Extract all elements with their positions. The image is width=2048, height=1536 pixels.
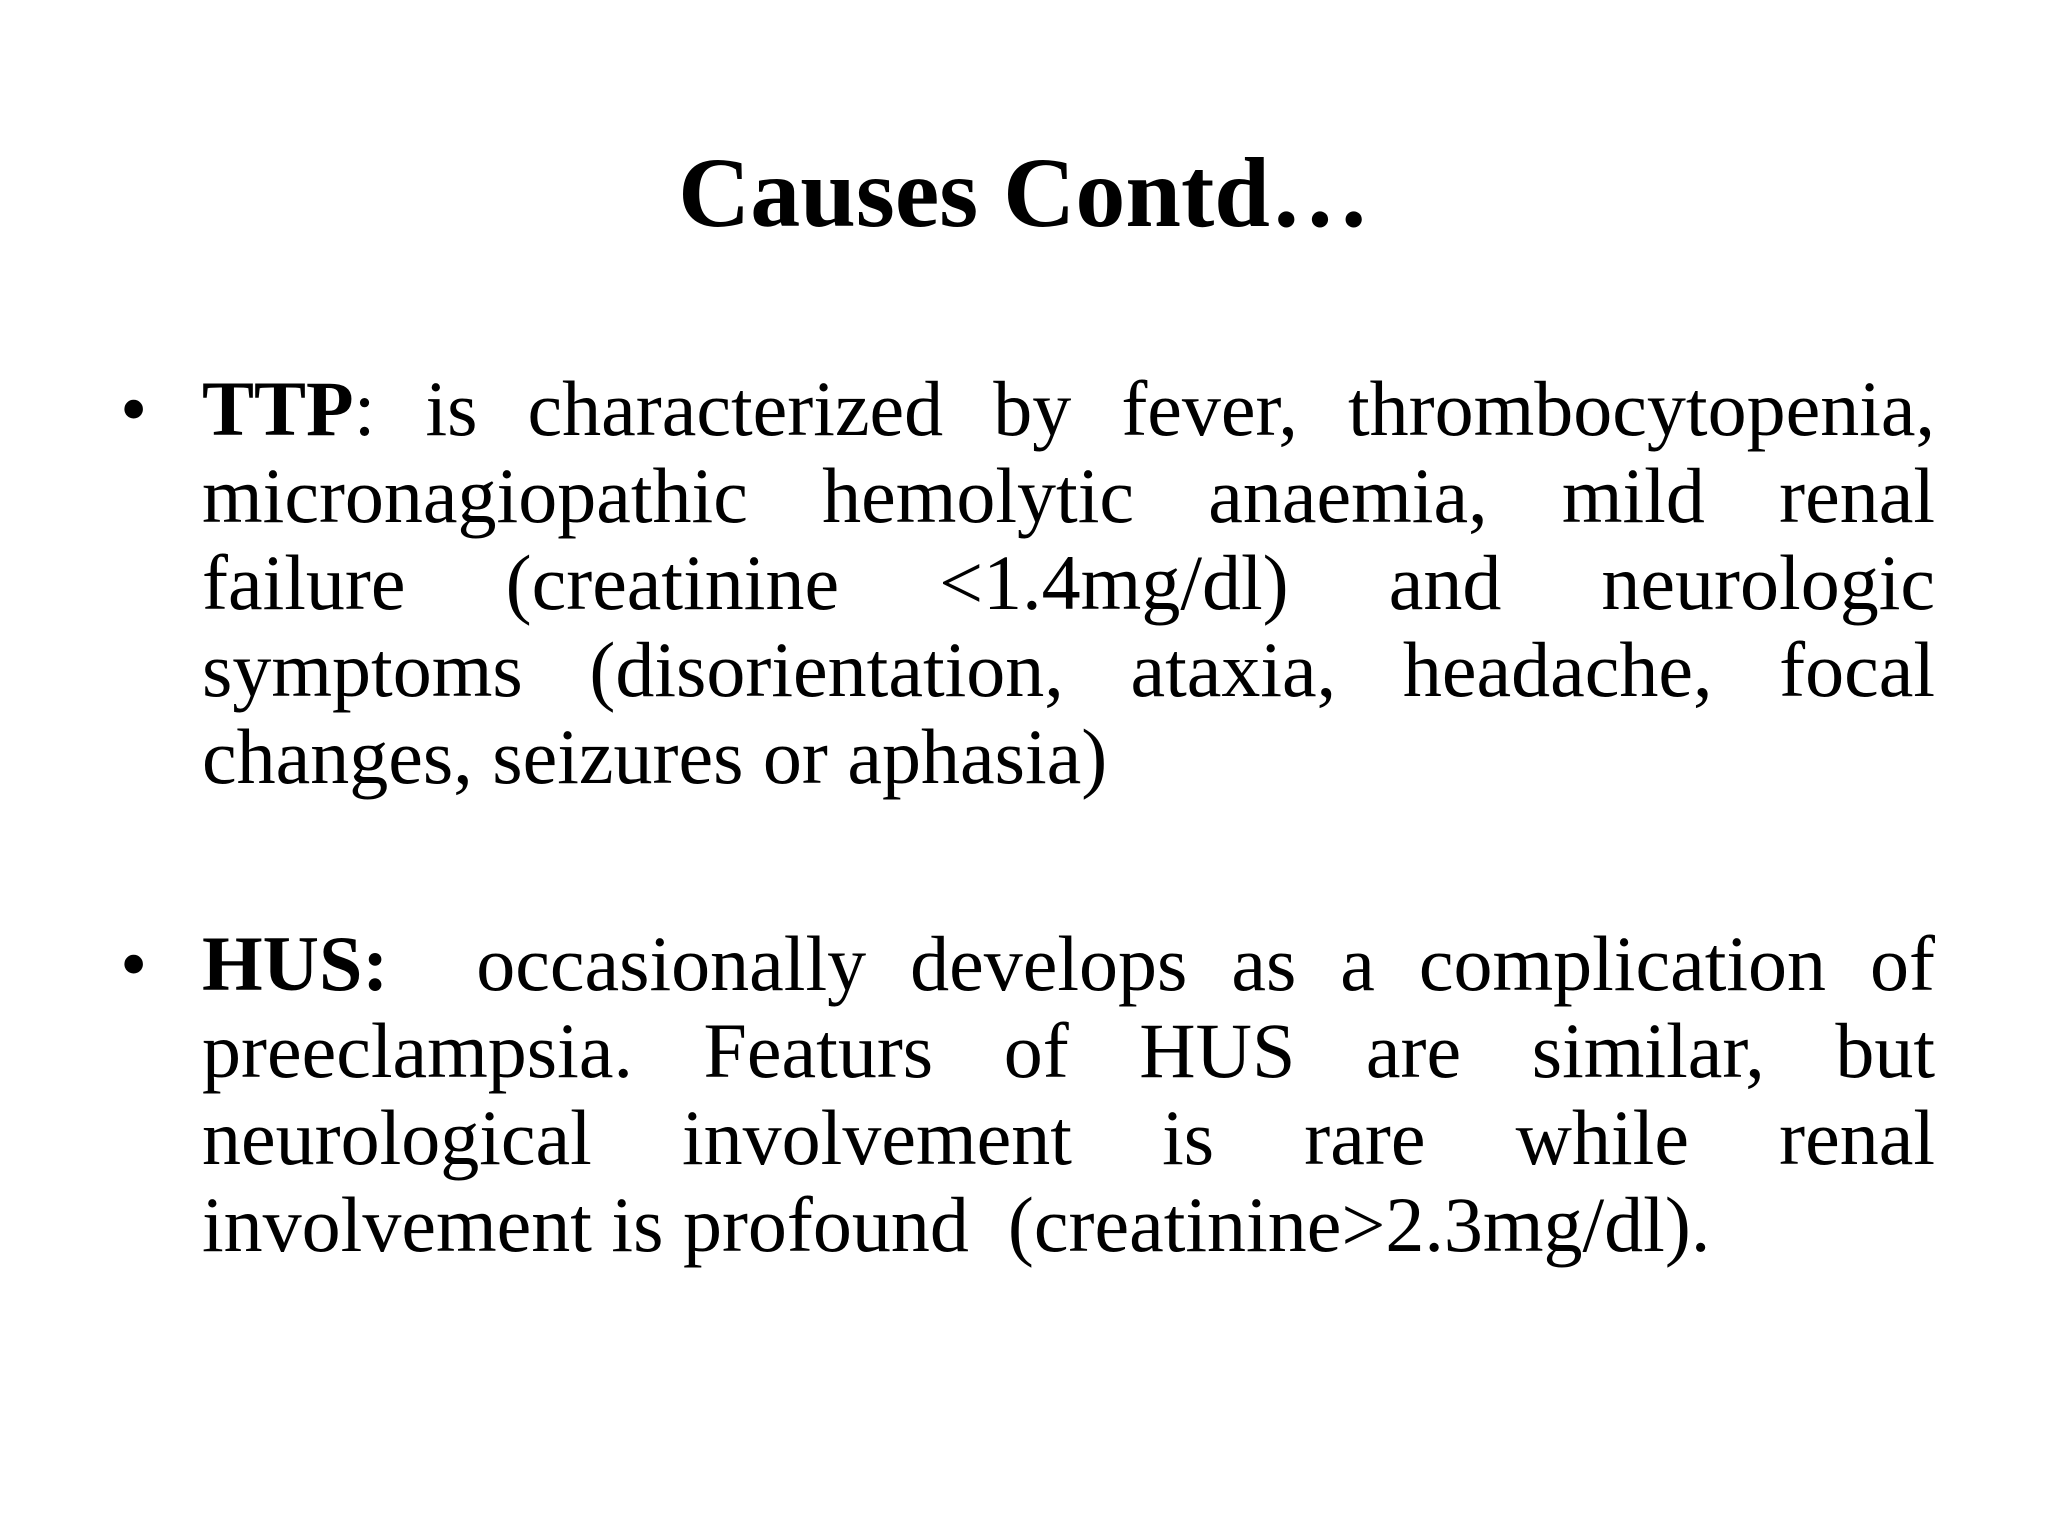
bullet-marker: • [120,920,148,1007]
bullet-term: TTP [202,365,354,452]
bullet-list [120,365,1955,1268]
bullet-text: occasionally develops as a complication of preeclampsia. Featurs of HUS are similar, but neurological involvement is rare while renal involvement is profound (creatinine>2.3mg/dl). [202,920,1955,1268]
bullet-item-ttp [120,365,1935,800]
bullet-text: : is characterized by fever, thrombocytopenia, micronagiopathic hemolytic anaemia, mild renal failure (creatinine <1.4mg/dl) and neurologic symptoms (disorientation, ataxia, headache, focal changes, seizures or aphasia) [202,365,1935,800]
slide-title: Causes Contd… [678,137,1370,248]
bullet-item-hus [120,920,1955,1268]
bullet-term: HUS: [202,920,389,1007]
bullet-marker: • [120,365,148,452]
